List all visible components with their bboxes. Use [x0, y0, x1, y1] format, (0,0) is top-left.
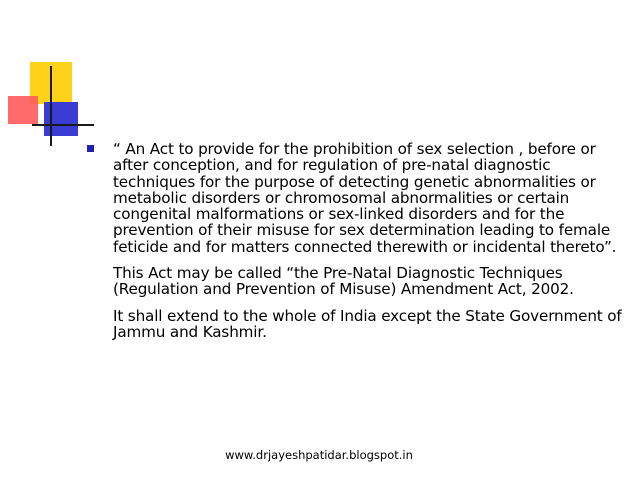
act-definition-paragraph: “ An Act to provide for the prohibition of sex selection , before or after conception, and for regulation of pre-natal diagnostic techniques for the purpose of detecting genetic abnormalities or metabolic disorders or chromosomal abnormalities or certain congenital malformations or sex-linked disorders and for the prevention of their misuse for sex determination leading to female feticide and for matters connected therewith or incidental thereto”.: [113, 140, 617, 256]
act-extent-paragraph: It shall extend to the whole of India except the State Government of Jammu and Kashmir.: [113, 306, 622, 341]
ornament-vertical-line: [50, 66, 52, 146]
corner-ornament: [0, 0, 110, 150]
slide-body: [113, 141, 622, 340]
slide-content: [87, 141, 622, 350]
act-name-paragraph: This Act may be called “the Pre-Natal Diagnostic Techniques (Regulation and Prevention of Misuse) Amendment Act, 2002.: [113, 264, 574, 299]
bullet-square-icon: [87, 145, 94, 152]
footer-url: www.drjayeshpatidar.blogspot.in: [225, 448, 413, 462]
ornament-horizontal-accent: [32, 124, 94, 126]
ornament-red-square: [8, 96, 38, 124]
